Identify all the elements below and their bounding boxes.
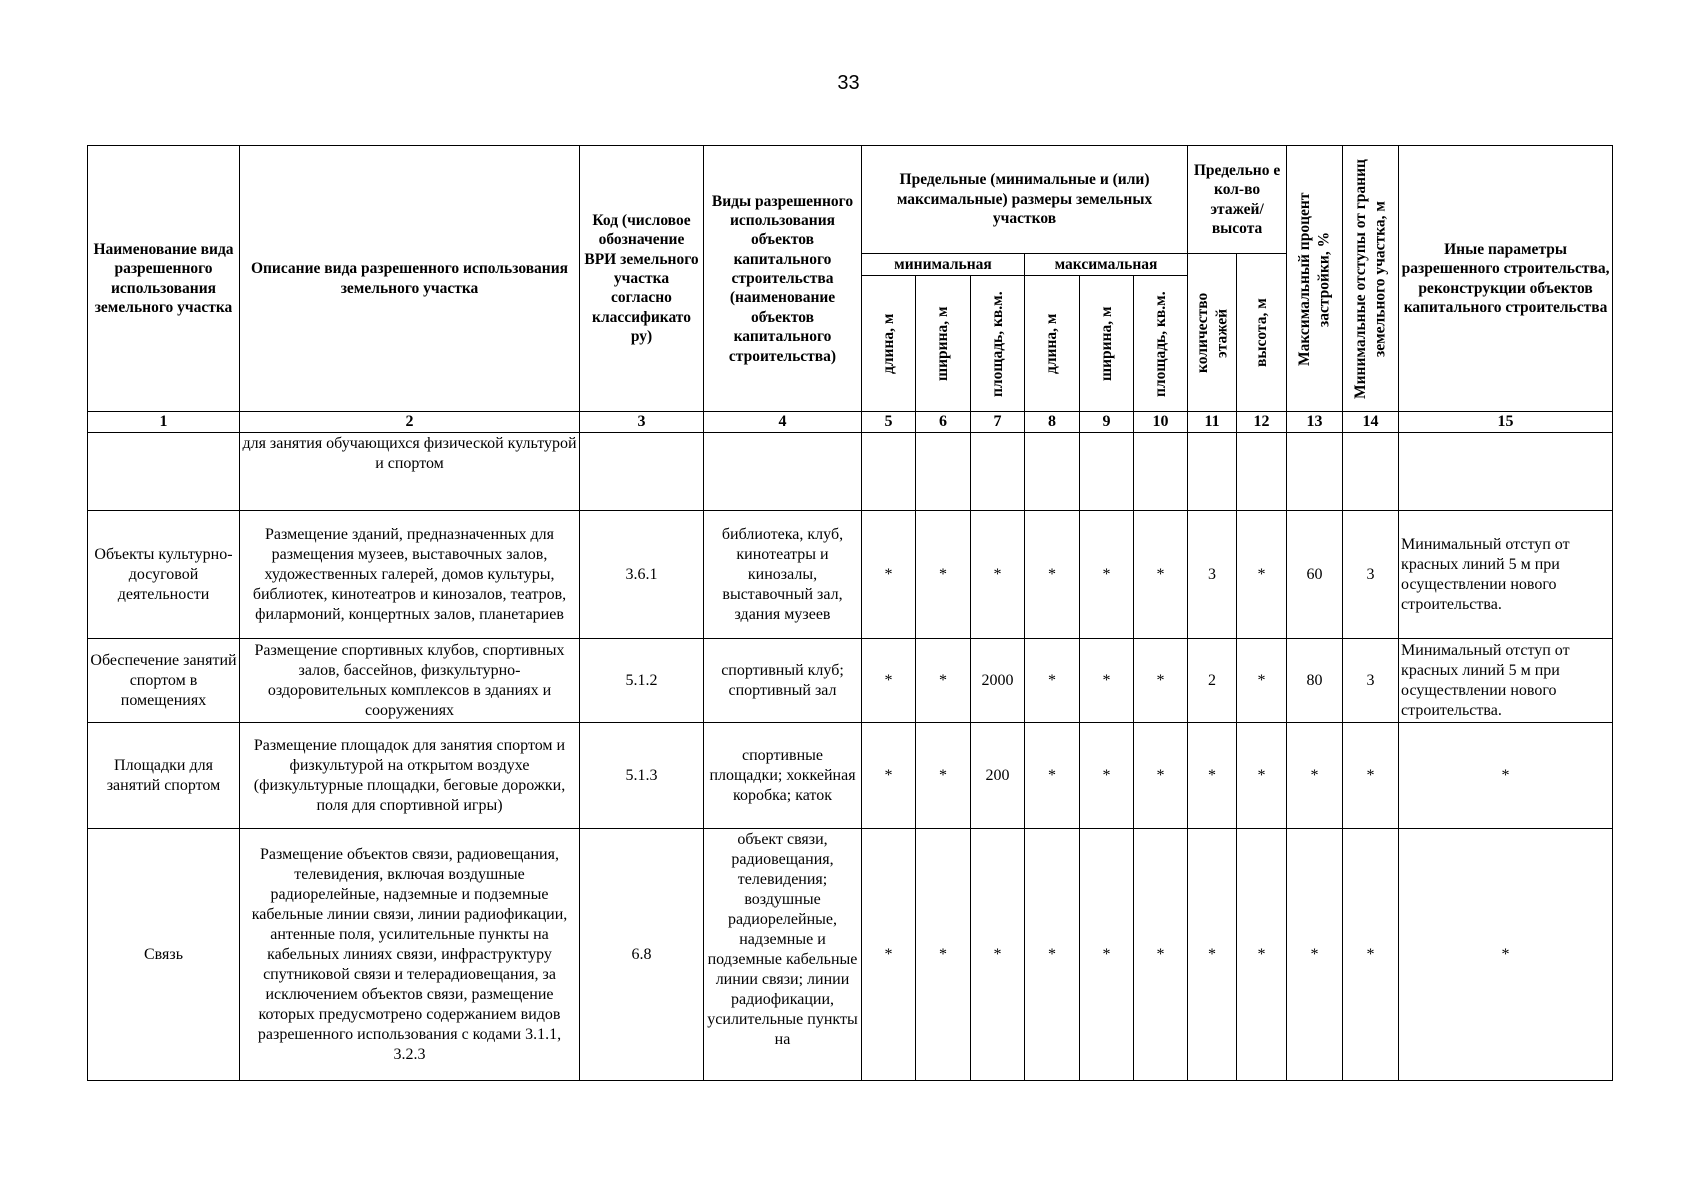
row-value: * (1188, 723, 1237, 829)
column-number: 4 (704, 412, 862, 433)
header-sizes: Предельные (минимальные и (или) максимальные) размеры земельных участков (862, 146, 1188, 254)
row-value: * (916, 639, 971, 723)
table-row (88, 723, 1613, 829)
row-value: * (1237, 639, 1287, 723)
column-number: 9 (1080, 412, 1134, 433)
row-code: 6.8 (580, 829, 704, 1081)
row-types: объект связи, радиовещания, телевидения; воздушные радиорелейные, надземные и подземные кабельные линии связи; линии радиофикации, усилительные пункты на (704, 829, 862, 1081)
column-number: 14 (1343, 412, 1399, 433)
row-value (1343, 433, 1399, 511)
row-value (916, 433, 971, 511)
header-min-length: длина, м (862, 276, 916, 412)
row-name: Объекты культурно-досуговой деятельности (88, 511, 240, 639)
row-value: 200 (971, 723, 1025, 829)
column-number: 13 (1287, 412, 1343, 433)
row-value: * (1134, 639, 1188, 723)
row-types: спортивный клуб; спортивный зал (704, 639, 862, 723)
table-row (88, 639, 1613, 723)
row-value: * (1343, 829, 1399, 1081)
header-description: Описание вида разрешенного использования земельного участка (240, 146, 580, 412)
row-name: Обеспечение занятий спортом в помещениях (88, 639, 240, 723)
header-min-width: ширина, м (916, 276, 971, 412)
row-value: * (1080, 829, 1134, 1081)
row-other: * (1399, 829, 1613, 1081)
header-build-percent: Максимальный процент застройки, % (1287, 146, 1343, 412)
row-value: * (916, 723, 971, 829)
row-types (704, 433, 862, 511)
row-value: * (971, 829, 1025, 1081)
column-number: 11 (1188, 412, 1237, 433)
header-name: Наименование вида разрешенного использования земельного участка (88, 146, 240, 412)
header-max-area: площадь, кв.м. (1134, 276, 1188, 412)
row-value: * (1025, 511, 1080, 639)
column-number: 5 (862, 412, 916, 433)
column-number: 6 (916, 412, 971, 433)
row-value: 80 (1287, 639, 1343, 723)
row-value: * (862, 639, 916, 723)
header-floors-count: количество этажей (1188, 254, 1237, 412)
table-row (88, 829, 1613, 1081)
row-types: спортивные площадки; хоккейная коробка; каток (704, 723, 862, 829)
column-number: 3 (580, 412, 704, 433)
row-value (1287, 433, 1343, 511)
header-types: Виды разрешенного использования объектов капитального строительства (наименование объектов капитального строительства) (704, 146, 862, 412)
row-value: * (916, 511, 971, 639)
row-value (862, 433, 916, 511)
row-value (971, 433, 1025, 511)
column-number: 15 (1399, 412, 1613, 433)
row-value: * (1343, 723, 1399, 829)
row-value: * (1080, 639, 1134, 723)
column-number: 2 (240, 412, 580, 433)
row-value: * (1188, 829, 1237, 1081)
header-max-width: ширина, м (1080, 276, 1134, 412)
column-number: 10 (1134, 412, 1188, 433)
row-value: * (1287, 829, 1343, 1081)
column-number: 8 (1025, 412, 1080, 433)
page-number: 33 (837, 72, 860, 94)
row-code: 5.1.3 (580, 723, 704, 829)
row-value (1237, 433, 1287, 511)
row-value: * (1237, 511, 1287, 639)
header-setback: Минимальные отступы от границ земельного участка, м (1343, 146, 1399, 412)
row-code: 5.1.2 (580, 639, 704, 723)
row-value: * (1237, 829, 1287, 1081)
row-description: Размещение зданий, предназначенных для размещения музеев, выставочных залов, художественных галерей, домов культуры, библиотек, кинотеатров и кинозалов, театров, филармоний, концертных залов, планетариев (240, 511, 580, 639)
row-name: Связь (88, 829, 240, 1081)
column-number: 1 (88, 412, 240, 433)
row-other: Минимальный отступ от красных линий 5 м при осуществлении нового строительства. (1399, 511, 1613, 639)
row-code (580, 433, 704, 511)
land-use-table (87, 145, 1613, 1081)
table-row (88, 511, 1613, 639)
row-value: * (1025, 723, 1080, 829)
row-value: * (1237, 723, 1287, 829)
header-max-length: длина, м (1025, 276, 1080, 412)
row-value: 2000 (971, 639, 1025, 723)
header-min-area: площадь, кв.м. (971, 276, 1025, 412)
row-name: Площадки для занятий спортом (88, 723, 240, 829)
header-height: высота, м (1237, 254, 1287, 412)
row-value: 60 (1287, 511, 1343, 639)
column-number: 7 (971, 412, 1025, 433)
row-value (1188, 433, 1237, 511)
row-value (1134, 433, 1188, 511)
row-value: * (916, 829, 971, 1081)
row-value: * (971, 511, 1025, 639)
row-value (1080, 433, 1134, 511)
column-number-row (88, 412, 1613, 433)
header-floors: Предельно е кол-во этажей/ высота (1188, 146, 1287, 254)
row-description: для занятия обучающихся физической культурой и спортом (240, 433, 580, 511)
row-value: 3 (1188, 511, 1237, 639)
row-value: * (1025, 829, 1080, 1081)
row-value: * (1025, 639, 1080, 723)
row-value: * (862, 511, 916, 639)
row-value: * (1287, 723, 1343, 829)
row-other: * (1399, 723, 1613, 829)
row-value: 2 (1188, 639, 1237, 723)
row-value: * (1134, 723, 1188, 829)
row-value: * (1080, 511, 1134, 639)
row-description: Размещение спортивных клубов, спортивных залов, бассейнов, физкультурно-оздоровительных комплексов в зданиях и сооружениях (240, 639, 580, 723)
row-value: * (1134, 829, 1188, 1081)
header-other: Иные параметры разрешенного строительства, реконструкции объектов капитального строительства (1399, 146, 1613, 412)
row-value: 3 (1343, 511, 1399, 639)
row-description: Размещение объектов связи, радиовещания, телевидения, включая воздушные радиорелейные, надземные и подземные кабельные линии связи, линии радиофикации, антенные поля, усилительные пункты на кабельных линиях связи, инфраструктуру спутниковой связи и телерадиовещания, за исключением объектов связи, размещение которых предусмотрено содержанием видов разрешенного использования с кодами 3.1.1, 3.2.3 (240, 829, 580, 1081)
row-other: Минимальный отступ от красных линий 5 м при осуществлении нового строительства. (1399, 639, 1613, 723)
row-name (88, 433, 240, 511)
row-value: 3 (1343, 639, 1399, 723)
header-max: максимальная (1025, 254, 1188, 276)
row-description: Размещение площадок для занятия спортом и физкультурой на открытом воздухе (физкультурные площадки, беговые дорожки, поля для спортивной игры) (240, 723, 580, 829)
table-row (88, 433, 1613, 511)
row-types: библиотека, клуб, кинотеатры и кинозалы, выставочный зал, здания музеев (704, 511, 862, 639)
row-code: 3.6.1 (580, 511, 704, 639)
column-number: 12 (1237, 412, 1287, 433)
row-value: * (862, 723, 916, 829)
row-value: * (862, 829, 916, 1081)
row-value: * (1134, 511, 1188, 639)
row-value (1025, 433, 1080, 511)
header-code: Код (числовое обозначение ВРИ земельного участка согласно классификато ру) (580, 146, 704, 412)
header-min: минимальная (862, 254, 1025, 276)
row-other (1399, 433, 1613, 511)
row-value: * (1080, 723, 1134, 829)
